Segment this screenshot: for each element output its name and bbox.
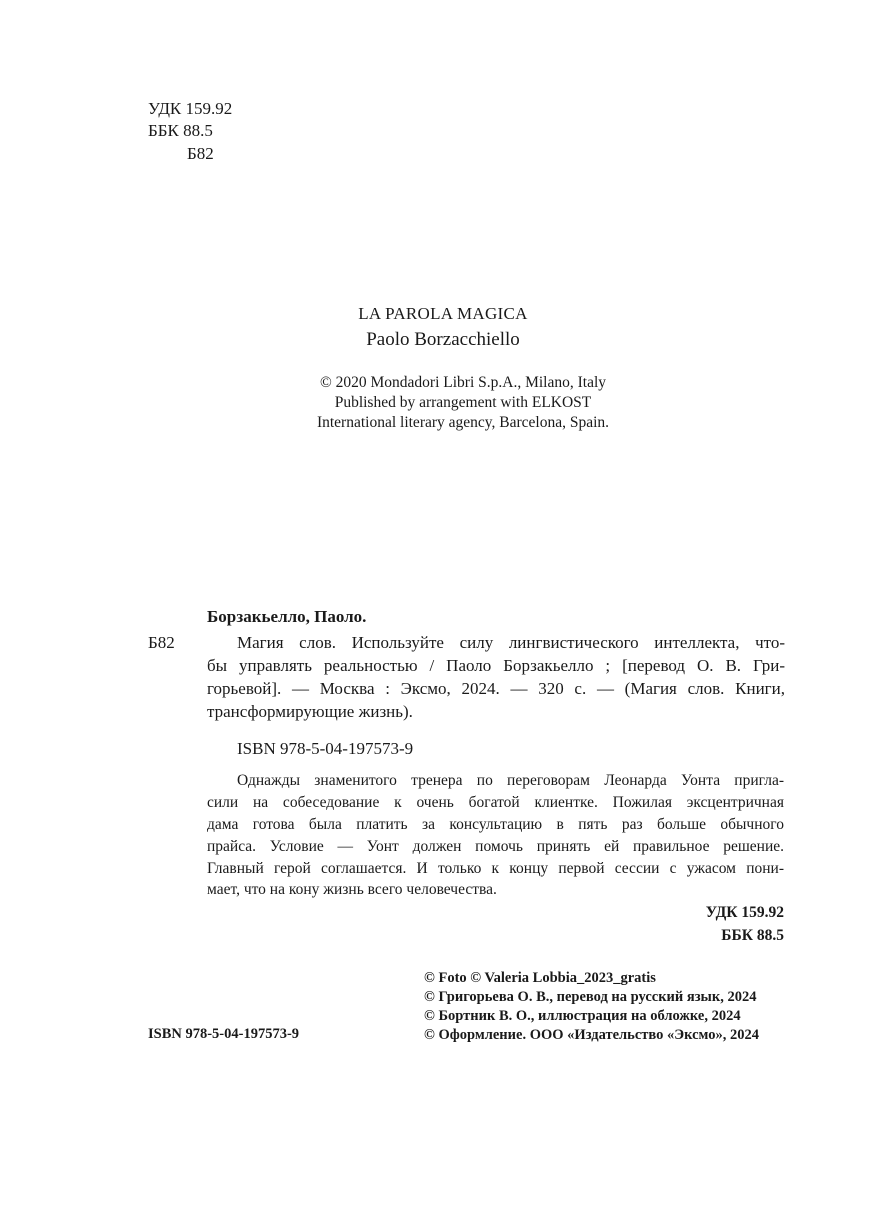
original-author: Paolo Borzacchiello xyxy=(366,329,520,350)
copyright-line: © Бортник В. О., иллюстрация на обложке, 2024 xyxy=(424,1008,741,1024)
index-bbk: ББК 88.5 xyxy=(721,927,784,944)
rights-line: International literary agency, Barcelona, Spain. xyxy=(316,414,610,431)
udk-code: УДК 159.92 xyxy=(148,99,233,118)
copyright-line: © Оформление. ООО «Издательство «Эксмо», 2024 xyxy=(424,1027,759,1043)
catalog-line: трансформирующие жизнь). xyxy=(207,702,413,721)
rights-line: © 2020 Mondadori Libri S.p.A., Milano, Italy xyxy=(319,374,607,391)
bbk-code: ББК 88.5 xyxy=(148,121,213,140)
catalog-line: горьевой]. — Москва : Эксмо, 2024. — 320 с. — (Магия слов. Книги, xyxy=(207,679,785,698)
rights-line: Published by arrangement with ELKOST xyxy=(334,394,592,411)
copyright-line: © Foto © Valeria Lobbia_2023_gratis xyxy=(424,970,656,986)
annotation-line: Главный герой соглашается. И только к концу первой сессии с ужасом пони- xyxy=(207,860,784,877)
original-edition-block xyxy=(0,302,886,353)
annotation-line: прайса. Условие — Уонт должен помочь принять ей правильное решение. xyxy=(207,838,784,855)
annotation-line: дама готова была платить за консультацию в пять раз больше обычного xyxy=(207,816,784,833)
catalog-author-mark: Б82 xyxy=(148,633,175,652)
author-mark: Б82 xyxy=(187,144,214,163)
catalog-line: Магия слов. Используйте силу лингвистического интеллекта, что- xyxy=(237,633,785,652)
annotation-line: мает, что на кону жизнь всего человечества. xyxy=(207,881,497,898)
isbn-bottom: ISBN 978-5-04-197573-9 xyxy=(148,1026,300,1042)
catalog-line: бы управлять реальностью / Паоло Борзакьелло ; [перевод О. В. Гри- xyxy=(207,656,785,675)
annotation-line: сили на собеседование к очень богатой клиентке. Пожилая эксцентричная xyxy=(207,794,784,811)
original-title: LA PAROLA MAGICA xyxy=(358,304,528,323)
annotation-line: Однажды знаменитого тренера по переговорам Леонарда Уонта пригла- xyxy=(237,772,784,789)
copyright-line: © Григорьева О. В., перевод на русский язык, 2024 xyxy=(424,989,757,1005)
rights-notice xyxy=(0,373,886,433)
index-udk: УДК 159.92 xyxy=(705,904,784,921)
catalog-heading: Борзакьелло, Паоло. xyxy=(207,607,367,626)
catalog-isbn: ISBN 978-5-04-197573-9 xyxy=(237,739,414,758)
